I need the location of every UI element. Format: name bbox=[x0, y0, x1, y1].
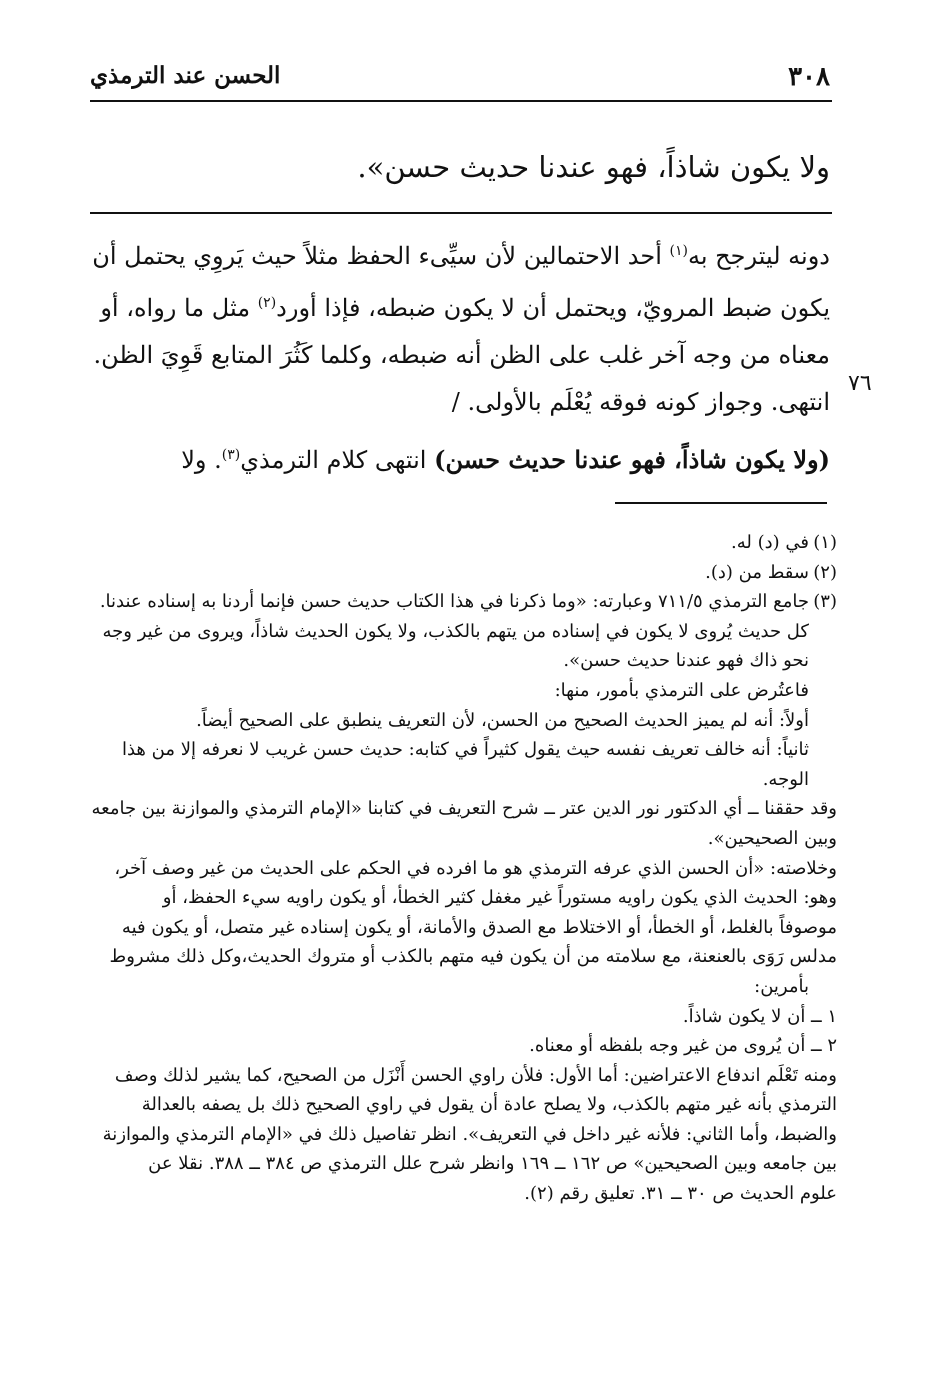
header-rule bbox=[90, 100, 832, 102]
footnote-line: علوم الحديث ص ٣٠ ــ ٣١. تعليق رقم (٢). bbox=[524, 1183, 837, 1205]
footnote-line: الترمذي بأنه غير متهم بالكذب، ولا يصلح عادة أن يقول في راوي الصحيح ذلك بل يصفه بالعدالة bbox=[141, 1094, 837, 1116]
footnote-ref[interactable]: (٣) bbox=[221, 447, 241, 463]
page-header bbox=[90, 60, 830, 100]
footnote-ref[interactable]: (٢) bbox=[257, 295, 277, 311]
main-text bbox=[85, 228, 830, 484]
main-line: دونه ليترجح به$^{(١)}$ أحد الاحتمالين لأن سيِّىء الحفظ مثلاً حيث يَروِي يحتمل أن bbox=[92, 242, 830, 270]
footnote-1: (١)في (د) له. bbox=[731, 532, 837, 553]
footnote-line: الوجه. bbox=[762, 768, 809, 790]
footnote-line: كل حديث يُروى لا يكون في إسناده من يتهم بالكذب، ولا يكون الحديث شاذاً، ويروى من غير وجه bbox=[102, 620, 809, 642]
footnote-line: وقد حققنا ــ أي الدكتور نور الدين عتر ــ شرح التعريف في كتابنا «الإمام الترمذي والموازنة بين جامعه bbox=[91, 798, 837, 820]
footnote-2: (٢)سقط من (د). bbox=[705, 561, 837, 583]
footnote-line: وخلاصته: «أن الحسن الذي عرفه الترمذي هو ما افرده في الحكم على الحديث من غير وصف آخر، bbox=[114, 857, 837, 879]
footnote-line: بين جامعه وبين الصحيحين» ص ١٦٢ ــ ١٦٩ وانظر شرح علل الترمذي ص ٣٨٤ ــ ٣٨٨. نقلا عن bbox=[148, 1153, 837, 1175]
footnote-line: أولاً: أنه لم يميز الحديث الصحيح من الحسن، لأن التعريف ينطبق على الصحيح أيضاً. bbox=[196, 709, 809, 731]
main-line: (ولا يكون شاذاً، فهو عندنا حديث حسن) انتهى كلام الترمذي$^{(٣)}$. ولا bbox=[181, 445, 830, 474]
footnote-line: فاعتُرض على الترمذي بأمور، منها: bbox=[554, 679, 809, 701]
footnote-line: ثانياً: أنه خالف تعريف نفسه حيث يقول كثيراً في كتابه: حديث حسن غريب لا نعرفه إلا من هذا bbox=[121, 739, 809, 761]
footnote-3: (٣)جامع الترمذي ٧١١/٥ وعبارته: «وما ذكرنا في هذا الكتاب حديث حسن فإنما أردنا به إسناده عندنا. bbox=[99, 591, 837, 613]
running-title: الحسن عند الترمذي bbox=[90, 62, 281, 89]
main-line: يكون ضبط المرويّ، ويحتمل أن لا يكون ضبطه، فإذا أورد$^{(٢)}$ مثل ما رواه، أو bbox=[100, 294, 830, 322]
main-line: معناه من وجه آخر غلب على الظن أنه ضبطه، وكلما كَثُرَ المتابع قَوِيَ الظن. bbox=[93, 341, 830, 369]
footnote-line: نحو ذاك فهو عندنا حديث حسن». bbox=[563, 650, 809, 672]
manuscript-folio-marker: ٧٦ bbox=[848, 371, 872, 396]
footnote-line: وهو: الحديث الذي يكون راويه مستوراً غير مغفل كثير الخطأ، أو يكون راويه سيء الحفظ، أو bbox=[162, 887, 837, 909]
footnote-ref[interactable]: (١) bbox=[669, 243, 688, 259]
section-rule bbox=[90, 212, 832, 214]
footnote-line: ٢ ــ أن يُروى من غير وجه بلفظه أو معناه. bbox=[529, 1035, 837, 1057]
footnote-line: والضبط، وأما الثاني: فلأنه غير داخل في التعريف». انظر تفاصيل ذلك في «الإمام الترمذي والموازنة bbox=[102, 1123, 837, 1145]
footnote-line: مدلس رَوَى بالعنعنة، مع سلامته من أن يكون فيه متهم بالكذب أو متروك الحديث،وكل ذلك مشروط bbox=[109, 946, 837, 968]
page-number: ٣٠٨ bbox=[788, 62, 830, 92]
quoted-line: ولا يكون شاذاً، فهو عندنا حديث حسن». bbox=[357, 150, 830, 184]
footnote-line: بأمرين: bbox=[754, 975, 809, 997]
footnote-line: ومنه تَعْلَم اندفاع الاعتراضين: أما الأول: فلأن راوي الحسن أَنْزَل من الصحيح، كما يشير لذلك وصف bbox=[114, 1064, 837, 1086]
footnote-line: وبين الصحيحين». bbox=[707, 827, 837, 849]
footnote-rule bbox=[615, 502, 827, 504]
main-line: انتهى. وجواز كونه فوقه يُعْلَم بالأولى. / bbox=[451, 388, 830, 416]
footnote-line: موصوفاً بالغلط، أو الخطأ، أو الاختلاط مع الصدق والأمانة، أو يكون إسناده غير متصل، أو يكون فيه bbox=[121, 916, 837, 938]
footnote-line: ١ ــ أن لا يكون شاذاً. bbox=[682, 1005, 837, 1027]
footnotes bbox=[75, 528, 837, 1209]
